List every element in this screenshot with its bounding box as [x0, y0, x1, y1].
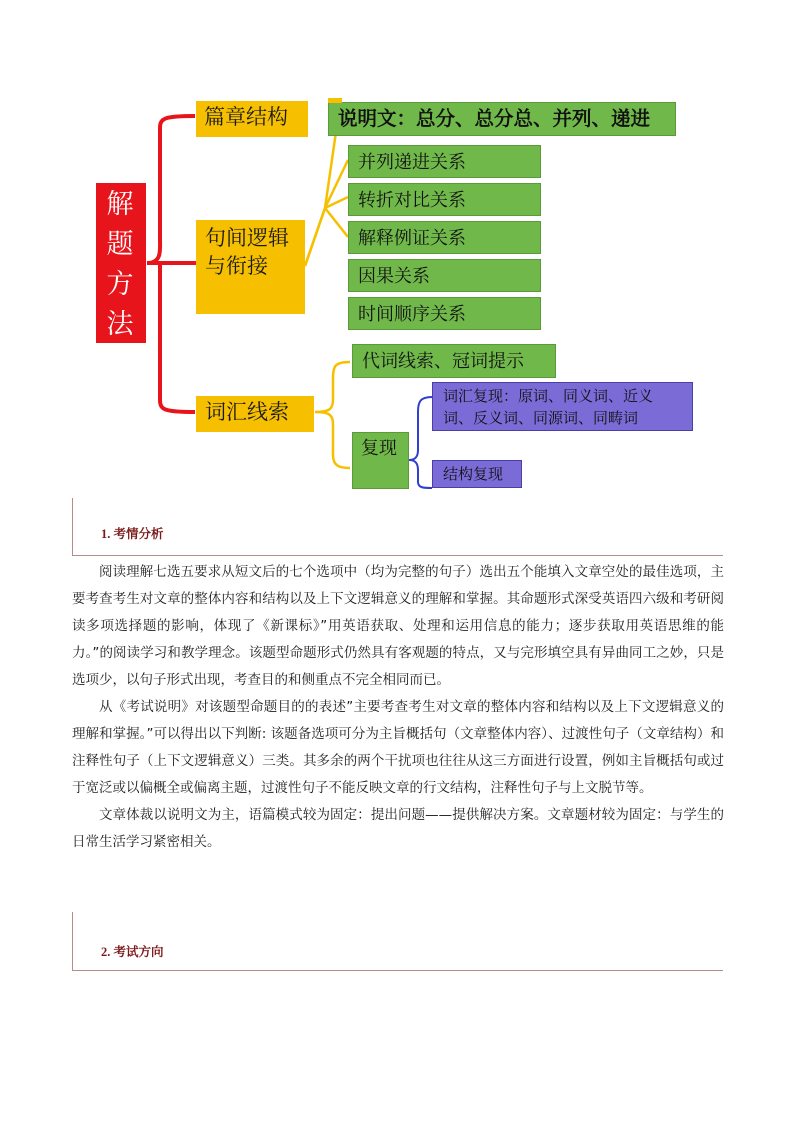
paragraph: 文章体裁以说明文为主，语篇模式较为固定：提出问题——提供解决方案。文章题材较为固定：与学生的日常生活学习紧密相关。: [72, 807, 724, 850]
leaf-logic-label: 因果关系: [358, 266, 430, 287]
section-heading-box: [72, 912, 723, 971]
leaf-logic-2: [348, 183, 541, 216]
leaf-vocab-hint: [352, 344, 556, 378]
leaf-logic-5: [348, 297, 541, 330]
paragraph: 阅读理解七选五要求从短文后的七个选项中（均为完整的句子）选出五个能填入文章空处的最佳选项，主要考查考生对文章的整体内容和结构以及上下文逻辑意义的理解和掌握。其命题形式深受英语四六级和考研阅读多项选择题的影响，体现了《新课标》”用英语获取、处理和运用信息的能力；逐步获取用英语思维的能力。”的阅读学习和教学理念。该题型命题形式仍然具有客观题的特点，又与完形填空具有异曲同工之妙，只是选项少，以句子形式出现，考查目的和侧重点不完全相同而已。: [72, 564, 724, 688]
repeat-brace: [409, 397, 432, 488]
leaf-logic-4: [348, 259, 541, 292]
subleaf-structure-repeat-label: 结构复现: [443, 465, 504, 483]
leaf-logic-1: [348, 145, 541, 178]
section-heading: 1. 考情分析: [101, 527, 164, 541]
root-char: 方: [106, 269, 136, 300]
leaf-logic-label: 时间顺序关系: [358, 304, 466, 325]
leaf-logic-label: 转折对比关系: [358, 190, 466, 211]
branch-logic-label: 句间逻辑与衔接: [205, 226, 289, 278]
branch-vocab-label: 词汇线索: [205, 400, 289, 424]
branch-vocab: [196, 396, 314, 432]
root-node: [96, 183, 146, 343]
structure-marker: [328, 98, 342, 103]
leaf-structure: [328, 102, 676, 136]
branch-structure: [196, 101, 308, 137]
leaf-repeat-label: 复现: [361, 438, 397, 459]
subleaf-structure-repeat: [432, 460, 522, 488]
branch-structure-label: 篇章结构: [204, 105, 288, 129]
leaf-logic-label: 并列递进关系: [358, 152, 466, 173]
leaf-logic-label: 解释例证关系: [358, 228, 466, 249]
vocab-brace: [315, 362, 350, 468]
subleaf-word-repeat: [432, 382, 693, 431]
root-char: 题: [106, 229, 136, 260]
leaf-structure-label: 说明文：总分、总分总、并列、递进: [338, 107, 651, 130]
section-heading-box: [72, 498, 723, 556]
root-char: 解: [106, 189, 136, 220]
leaf-vocab-hint-label: 代词线索、冠词提示: [362, 351, 524, 372]
leaf-repeat: [352, 432, 409, 489]
section-body: [72, 559, 724, 856]
section-heading: 2. 考试方向: [101, 945, 164, 959]
leaf-logic-3: [348, 221, 541, 254]
root-char: 法: [106, 309, 136, 340]
paragraph: 从《考试说明》对该题型命题目的的表述”主要考查考生对文章的整体内容和结构以及上下文逻辑意义的理解和掌握。”可以得出以下判断: 该题备选项可分为主旨概括句（文章整体内容）、过渡性句子（文章结构）和注释性句子（上下文逻辑意义）三类。其多余的两个干扰项也往往从这三方面进行设置，例如主旨概括句或过于宽泛或以偏概全或偏离主题，过渡性句子不能反映文章的行文结构，注释性句子与上文脱节等。: [72, 699, 724, 796]
branch-logic: [196, 220, 305, 314]
subleaf-word-repeat-label: 词汇复现：原词、同义词、近义词、反义词、同源词、同畴词: [443, 387, 654, 427]
